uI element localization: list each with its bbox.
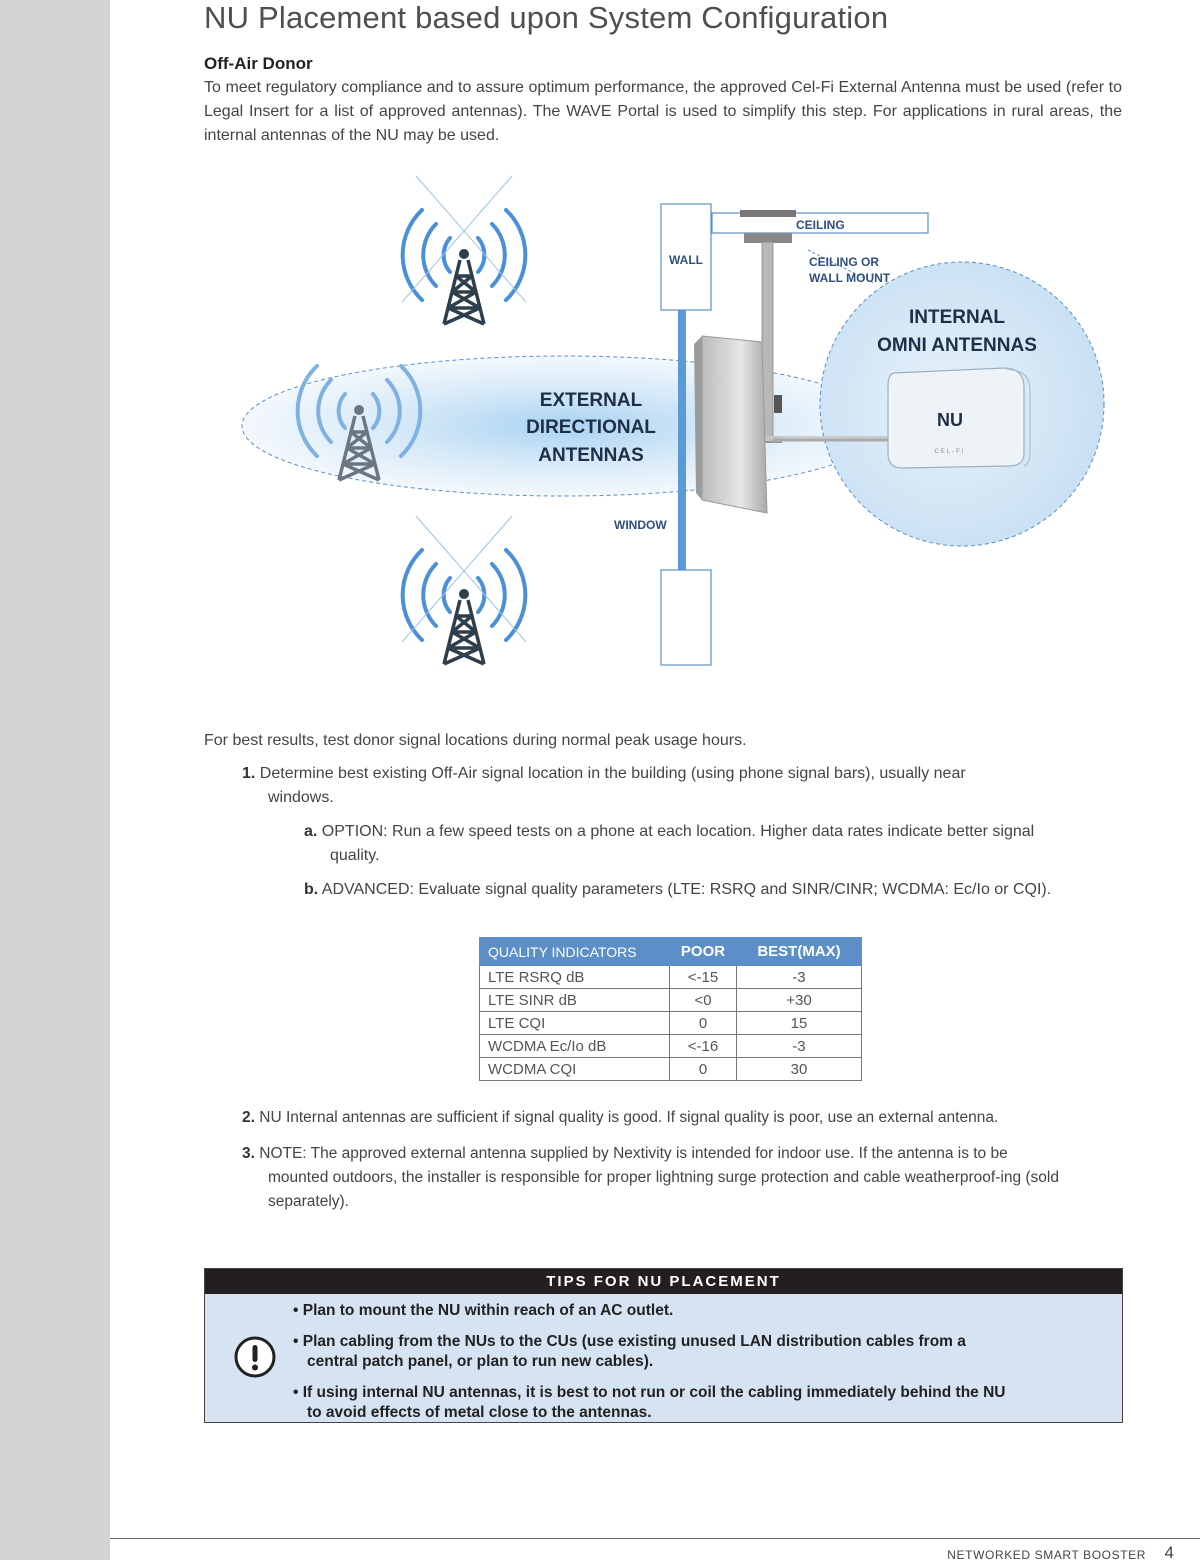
page-title: NU Placement based upon System Configuration	[204, 0, 889, 35]
wall-lower	[661, 570, 711, 665]
table-cell: WCDMA Ec/Io dB	[480, 1035, 670, 1058]
table-cell: 30	[736, 1058, 861, 1081]
table-header-cell: POOR	[670, 938, 737, 966]
table-cell: 15	[736, 1012, 861, 1035]
step-1b-letter: b.	[304, 881, 319, 898]
step-3-continuation: mounted outdoors, the installer is responsible for proper lightning surge protection and cable weatherproof-ing (sold separately).	[268, 1169, 1059, 1210]
step-1-text: Determine best existing Off-Air signal location in the building (using phone signal bars), usually near	[259, 765, 966, 782]
table-cell: LTE RSRQ dB	[480, 966, 670, 989]
left-sidebar-band	[0, 0, 110, 1560]
tips-list	[293, 1301, 1108, 1434]
tip-item	[293, 1383, 1108, 1423]
table-cell: <-16	[670, 1035, 737, 1058]
table-cell: <0	[670, 989, 737, 1012]
table-cell: 0	[670, 1058, 737, 1081]
window-label: WINDOW	[614, 518, 667, 532]
window-bar	[678, 310, 686, 570]
step-1-number: 1.	[242, 765, 256, 782]
quality-indicators-table	[479, 937, 862, 1081]
step-3-number: 3.	[242, 1145, 255, 1162]
tip-text: • Plan to mount the NU within reach of an AC outlet.	[293, 1302, 674, 1319]
table-header-cell: QUALITY INDICATORS	[480, 938, 670, 966]
intro-paragraph: To meet regulatory compliance and to assure optimum performance, the approved Cel-Fi External Antenna must be used (refer to Legal Insert for a list of approved antennas). The WAVE Portal is used to simplify this step. For applications in rural areas, the internal antennas of the NU may be used.	[204, 79, 1122, 144]
tips-box	[204, 1268, 1123, 1423]
step-1a-continuation: quality.	[330, 847, 380, 864]
table-row	[480, 1058, 862, 1081]
step-2-text: NU Internal antennas are sufficient if signal quality is good. If signal quality is poor, use an external antenna.	[259, 1109, 999, 1126]
step-1b-text: ADVANCED: Evaluate signal quality parameters (LTE: RSRQ and SINR/CINR; WCDMA: Ec/Io or CQI).	[321, 881, 1052, 898]
table-row	[480, 989, 862, 1012]
exclamation-icon	[233, 1335, 277, 1379]
tower-bottom	[402, 516, 526, 664]
table-row	[480, 1035, 862, 1058]
step-3-text: NOTE: The approved external antenna supplied by Nextivity is intended for indoor use. If the antenna is to be	[259, 1145, 1008, 1162]
internal-label-line1: INTERNAL	[908, 307, 1006, 328]
external-label-line1: EXTERNAL	[539, 390, 643, 411]
step-3	[242, 1142, 1132, 1214]
external-label-line2: DIRECTIONAL	[526, 417, 656, 438]
table-cell: WCDMA CQI	[480, 1058, 670, 1081]
table-cell: -3	[736, 1035, 861, 1058]
table-cell: -3	[736, 966, 861, 989]
tips-header: TIPS FOR NU PLACEMENT	[205, 1269, 1122, 1294]
internal-label-line2: OMNI ANTENNAS	[877, 335, 1037, 356]
table-cell: 0	[670, 1012, 737, 1035]
device-brand-text: CEL-FI	[934, 449, 966, 455]
external-label-line3: ANTENNAS	[538, 445, 644, 466]
table-cell: +30	[736, 989, 861, 1012]
external-panel-antenna	[702, 336, 767, 513]
table-cell: <-15	[670, 966, 737, 989]
tip-continuation: central patch panel, or plan to run new cables).	[307, 1353, 654, 1370]
tip-item	[293, 1301, 1108, 1321]
step-1	[242, 762, 1122, 810]
step-2-number: 2.	[242, 1109, 255, 1126]
table-cell: LTE SINR dB	[480, 989, 670, 1012]
tip-item	[293, 1332, 1108, 1372]
tip-text: • If using internal NU antennas, it is best to not run or coil the cabling immediately behind the NU	[293, 1384, 1006, 1401]
section-heading: Off-Air Donor	[204, 54, 313, 73]
step-1-continuation: windows.	[268, 789, 334, 806]
mount-label-line1: CEILING OR	[809, 255, 880, 269]
tip-continuation: to avoid effects of metal close to the antennas.	[307, 1404, 652, 1421]
tip-text: • Plan cabling from the NUs to the CUs (use existing unused LAN distribution cables from a	[293, 1333, 966, 1350]
table-header-cell: BEST(MAX)	[736, 938, 861, 966]
step-2	[242, 1106, 1132, 1130]
page-number: 4	[1164, 1543, 1174, 1560]
table-row	[480, 966, 862, 989]
nu-device	[888, 368, 1030, 468]
step-1a-text: OPTION: Run a few speed tests on a phone at each location. Higher data rates indicate better signal	[321, 823, 1035, 840]
best-results-note: For best results, test donor signal locations during normal peak usage hours.	[204, 732, 747, 749]
table-header-row	[480, 938, 862, 966]
step-1a	[304, 820, 1124, 868]
step-1b	[304, 878, 1144, 902]
placement-diagram	[234, 168, 1124, 673]
footer-title: NETWORKED SMART BOOSTER	[947, 1548, 1146, 1560]
table-row	[480, 1012, 862, 1035]
footer-rule	[110, 1538, 1200, 1539]
tower-top	[402, 176, 526, 324]
mount-label-line2: WALL MOUNT	[809, 271, 891, 285]
step-1a-letter: a.	[304, 823, 318, 840]
wall-label: WALL	[669, 253, 703, 267]
nu-label: NU	[937, 410, 963, 430]
ceiling-label: CEILING	[796, 218, 845, 232]
table-cell: LTE CQI	[480, 1012, 670, 1035]
